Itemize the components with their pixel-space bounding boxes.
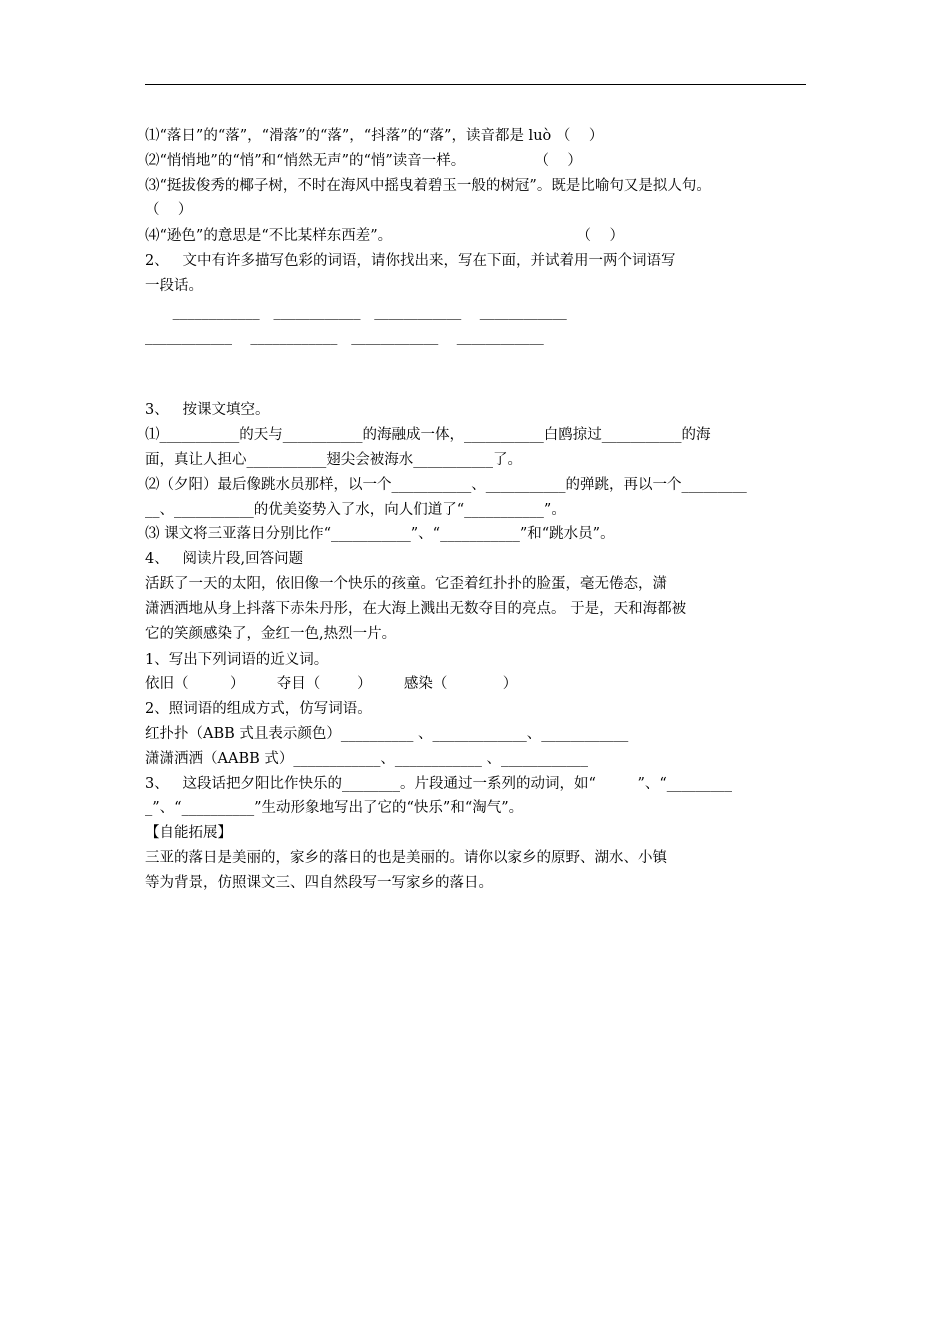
question-1-3-answer: （ ） [145, 202, 193, 218]
abb-words: 红扑扑（ABB 式且表示颜色）__________ 、_____________、____________ [145, 726, 629, 742]
answer-blanks-row-1: ____________ ____________ ____________ ____________ [145, 304, 567, 320]
aabb-words: 潇潇洒洒（AABB 式）____________、____________ 、____________ [145, 751, 588, 767]
question-3-heading: 3、 按课文填空。 [145, 402, 270, 418]
extension-line-2: 等为背景，仿照课文三、四自然段写一写家乡的落日。 [145, 875, 493, 891]
extension-line-1: 三亚的落日是美丽的，家乡的落日的也是美丽的。请你以家乡的原野、湖水、小镇 [145, 850, 667, 866]
question-3-2-cont: __、___________的优美姿势入了水，向人们道了“___________”。 [145, 502, 566, 518]
passage-line-1: 活跃了一天的太阳，依旧像一个快乐的孩童。它歪着红扑扑的脸蛋，毫无倦态，潇 [145, 576, 667, 592]
extension-heading: 【自能拓展】 [145, 825, 232, 841]
question-1-1: ⑴“落日”的“落”，“滑落”的“落”，“抖落”的“落”，读音都是 luò （ ） [145, 128, 604, 144]
sub-question-1: 1、写出下列词语的近义词。 [145, 652, 329, 668]
question-3-2: ⑵（夕阳）最后像跳水员那样，以一个___________、___________的弹跳，再以一个_________ [145, 477, 747, 493]
question-4-heading: 4、 阅读片段,回答问题 [145, 551, 304, 567]
passage-line-3: 它的笑颜感染了，金红一色,热烈一片。 [145, 626, 397, 642]
question-1-4: ⑷“逊色”的意思是“不比某样东西差”。 （ ） [145, 228, 624, 244]
question-1-3: ⑶“挺拔俊秀的椰子树，不时在海风中摇曳着碧玉一般的树冠”。既是比喻句又是拟人句。 [145, 178, 711, 194]
question-1-2: ⑵“悄悄地”的“悄”和“悄然无声”的“悄”读音一样。 （ ） [145, 153, 582, 169]
question-3-1-cont: 面，真让人担心___________翅尖会被海水___________了。 [145, 452, 522, 468]
sub-question-3-cont: _”、“__________”生动形象地写出了它的“快乐”和“淘气”。 [145, 800, 524, 816]
question-3-1: ⑴___________的天与___________的海融成一体，___________白鸥掠过___________的海 [145, 427, 711, 443]
synonym-blanks: 依旧（ ） 夺目（ ） 感染（ ） [145, 676, 518, 692]
passage-line-2: 潇洒洒地从身上抖落下赤朱丹彤，在大海上溅出无数夺目的亮点。 于是，天和海都被 [145, 601, 687, 617]
sub-question-3: 3、 这段话把夕阳比作快乐的________。片段通过一系列的动词，如“ ”、“_________ [145, 776, 733, 792]
answer-blanks-row-2: ____________ ____________ ____________ ____________ [145, 329, 544, 345]
question-2: 2、 文中有许多描写色彩的词语，请你找出来，写在下面，并试着用一两个词语写 [145, 253, 676, 269]
question-2-cont: 一段话。 [145, 278, 203, 294]
sub-question-2: 2、照词语的组成方式，仿写词语。 [145, 701, 372, 717]
header-rule [145, 84, 806, 85]
question-3-3: ⑶ 课文将三亚落日分别比作“___________”、“___________”和“跳水员”。 [145, 526, 615, 542]
